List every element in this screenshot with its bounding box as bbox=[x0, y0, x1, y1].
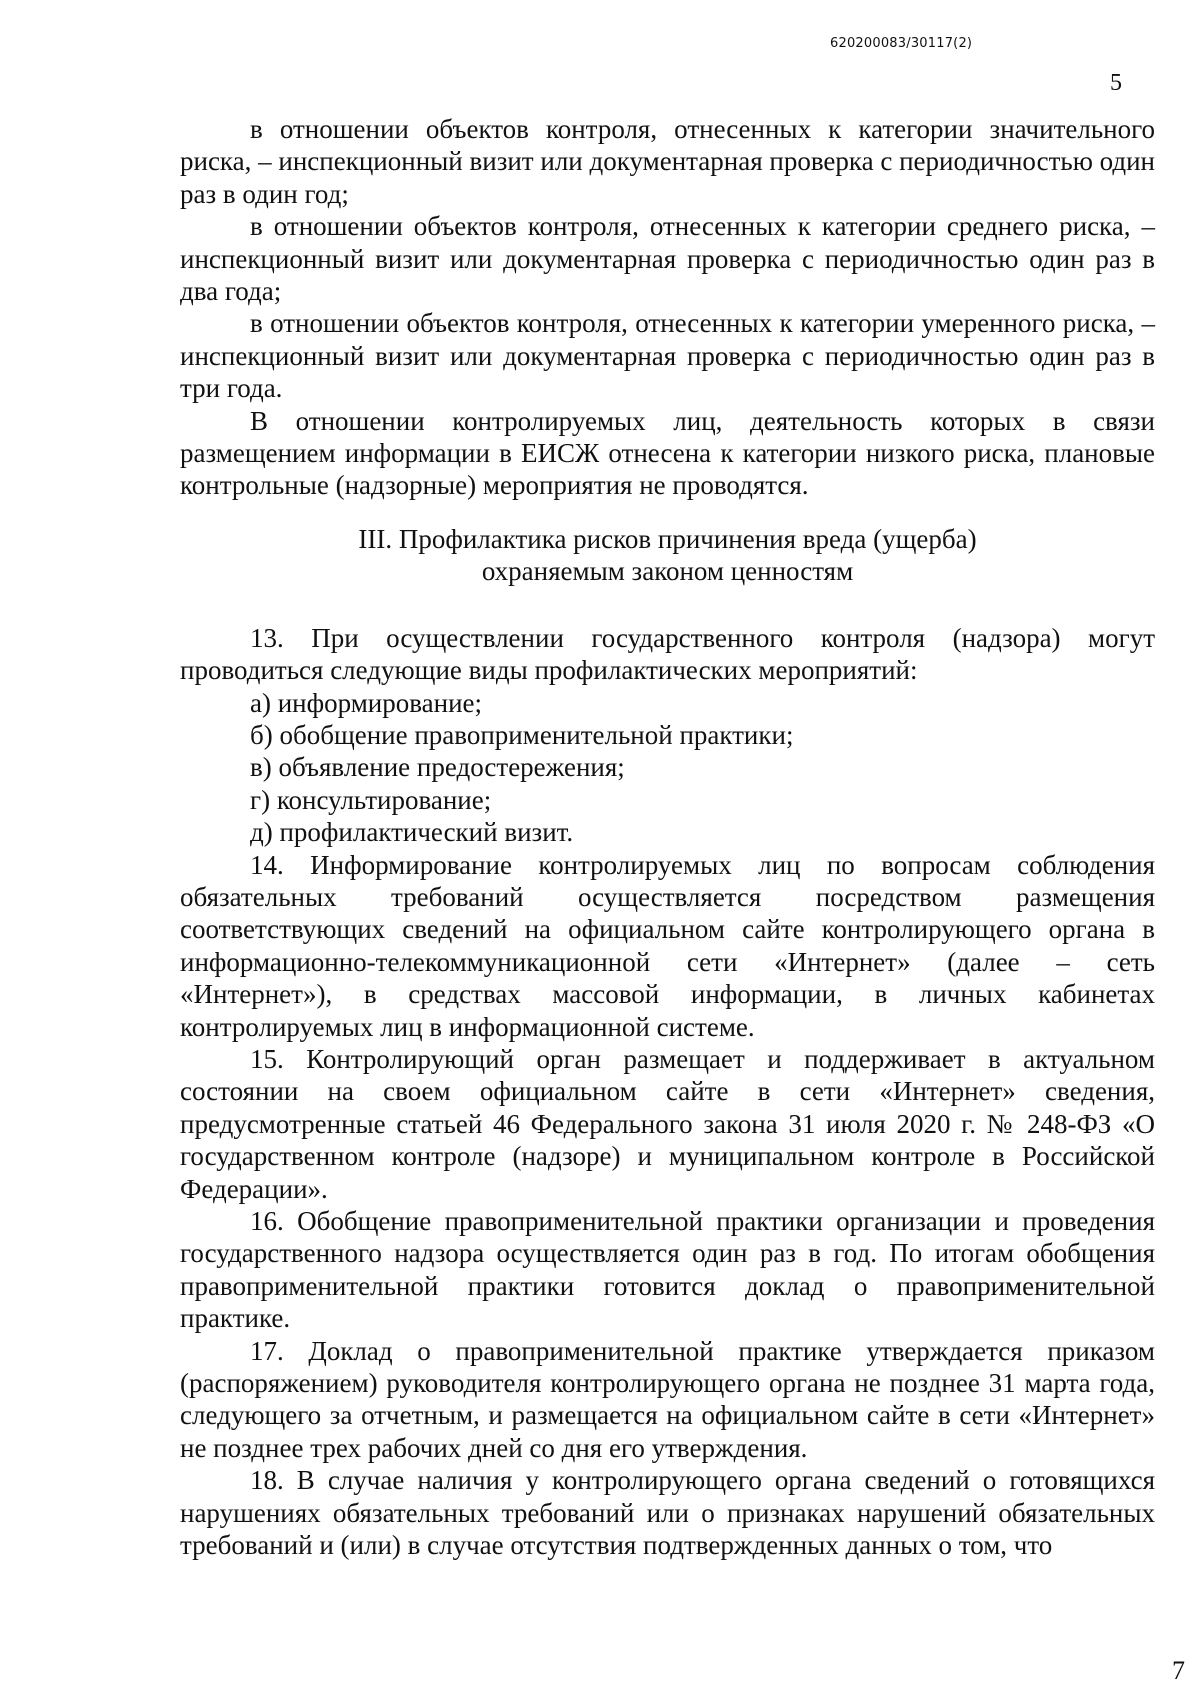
document-body bbox=[180, 113, 1155, 1561]
paragraph: в отношении объектов контроля, отнесенных к категории значительного риска, – инспекционный визит или документарная проверка с периодичностью один раз в один год; bbox=[180, 114, 1155, 209]
section-heading-line: охраняемым законом ценностям bbox=[481, 556, 854, 587]
section-heading-line: III. Профилактика рисков причинения вреда (ущерба) bbox=[358, 523, 977, 554]
document-code: 620200083/30117(2) bbox=[830, 36, 973, 51]
paragraph: в отношении объектов контроля, отнесенных к категории среднего риска, – инспекционный визит или документарная проверка с периодичностью один раз в два года; bbox=[180, 211, 1155, 307]
list-item: а) информирование; bbox=[250, 687, 483, 718]
paragraph: 17. Доклад о правоприменительной практике утверждается приказом (распоряжением) руководителя контролирующего органа не позднее 31 марта года, следующего за отчетным, и размещается на официальном сайте в сети «Интернет» не позднее трех рабочих дней со дня его утверждения. bbox=[180, 1335, 1155, 1463]
page-number: 5 bbox=[1110, 70, 1122, 96]
paragraph: 18. В случае наличия у контролирующего органа сведений о готовящихся нарушениях обязательных требований или о признаках нарушений обязательных требований и (или) в случае отсутствия подтвержденных данных о том, что bbox=[180, 1465, 1155, 1561]
paragraph: 16. Обобщение правоприменительной практики организации и проведения государственного надзора осуществляется один раз в год. По итогам обобщения правоприменительной практики готовится доклад о правоприменительной практике. bbox=[180, 1206, 1155, 1334]
paragraph: В отношении контролируемых лиц, деятельность которых в связи размещением информации в ЕИСЖ отнесена к категории низкого риска, плановые контрольные (надзорные) мероприятия не проводятся. bbox=[180, 405, 1155, 501]
list-item: в) объявление предостережения; bbox=[250, 752, 625, 783]
paragraph: в отношении объектов контроля, отнесенных к категории умеренного риска, – инспекционный визит или документарная проверка с периодичностью один раз в три года. bbox=[180, 308, 1155, 404]
paragraph: 15. Контролирующий орган размещает и поддерживает в актуальном состоянии на своем официальном сайте в сети «Интернет» сведения, предусмотренные статьей 46 Федерального закона 31 июля 2020 г. № 248-ФЗ «О государственном контроле (надзоре) и муниципальном контроле в Российской Федерации». bbox=[180, 1043, 1155, 1204]
paragraph: 14. Информирование контролируемых лиц по вопросам соблюдения обязательных требований осуществляется посредством размещения соответствующих сведений на официальном сайте контролирующего органа в информационно-телекоммуникационной сети «Интернет» (далее – сеть «Интернет»), в средствах массовой информации, в личных кабинетах контролируемых лиц в информационной системе. bbox=[180, 849, 1155, 1042]
section-heading bbox=[180, 523, 1155, 588]
list-item: г) консультирование; bbox=[250, 784, 492, 815]
list-item: б) обобщение правоприменительной практики; bbox=[250, 719, 794, 750]
list-item: д) профилактический визит. bbox=[250, 817, 574, 848]
paragraph: 13. При осуществлении государственного контроля (надзора) могут проводиться следующие виды профилактических мероприятий: bbox=[180, 622, 1155, 686]
handwritten-page-mark: 7 bbox=[1172, 1656, 1185, 1685]
